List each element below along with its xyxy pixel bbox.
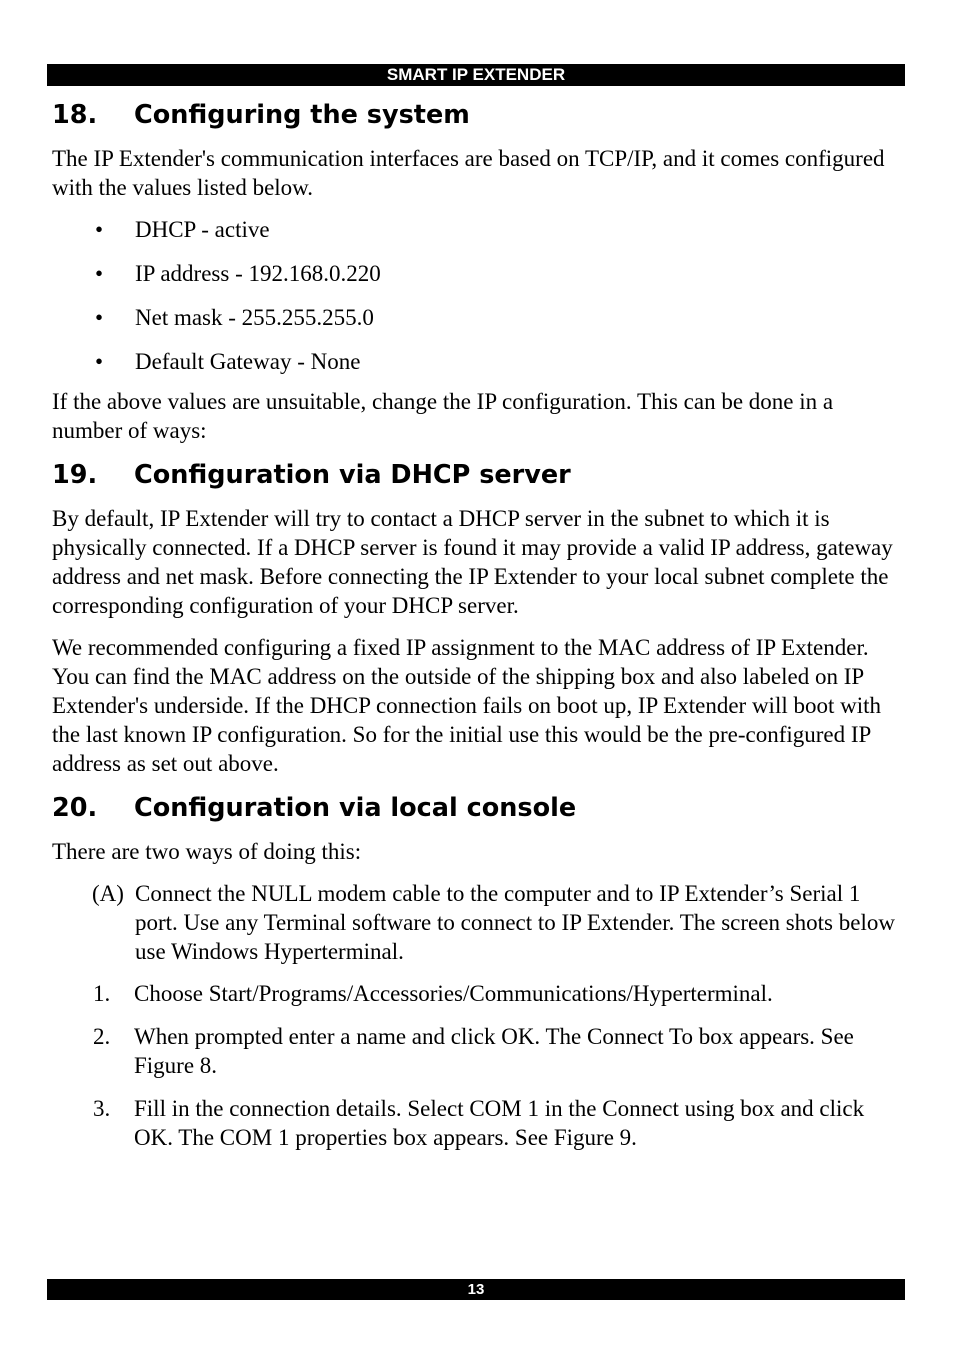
section-intro: There are two ways of doing this: (52, 839, 362, 864)
bullet-icon: • (95, 261, 104, 286)
list-item (52, 979, 905, 1008)
list-item (52, 259, 905, 288)
list-item (52, 303, 905, 332)
list-item-text: IP address - 192.168.0.220 (135, 261, 381, 286)
option-a (52, 879, 905, 966)
section-heading (52, 458, 905, 492)
section-19 (52, 458, 905, 778)
bullet-icon: • (95, 305, 104, 330)
section-heading (52, 98, 905, 132)
section-number: 19. (52, 460, 98, 490)
section-intro: The IP Extender's communication interfaces are based on TCP/IP, and it comes configured with the values listed below. (52, 146, 885, 200)
paragraph: By default, IP Extender will try to contact a DHCP server in the subnet to which it is physically connected. If a DHCP server is found it may provide a valid IP address, gateway address and net mask. Before connecting the IP Extender to your local subnet complete the corresponding configuration of your DHCP server. (52, 506, 893, 618)
step-text: Choose Start/Programs/Accessories/Communications/Hyperterminal. (134, 981, 773, 1006)
option-text: Connect the NULL modem cable to the computer and to IP Extender’s Serial 1 port. Use any Terminal software to connect to IP Extender. The screen shots below use Windows Hyperterminal. (135, 881, 895, 964)
section-18 (52, 98, 905, 445)
step-text: Fill in the connection details. Select COM 1 in the Connect using box and click OK. The COM 1 properties box appears. See Figure 9. (134, 1096, 865, 1150)
section-20 (52, 791, 905, 1152)
section-heading (52, 791, 905, 825)
header-title: SMART IP EXTENDER (386, 65, 566, 84)
step-number: 1. (93, 981, 111, 1006)
section-number: 18. (52, 100, 98, 130)
default-values-list (52, 215, 905, 376)
step-number: 2. (93, 1024, 111, 1049)
section-title: Configuration via DHCP server (134, 460, 571, 490)
page-number: 13 (467, 1281, 485, 1298)
section-number: 20. (52, 793, 98, 823)
step-text: When prompted enter a name and click OK. The Connect To box appears. See Figure 8. (134, 1024, 854, 1078)
section-title: Configuring the system (134, 100, 470, 130)
option-marker: (A) (92, 881, 124, 906)
steps-list (52, 979, 905, 1152)
step-number: 3. (93, 1096, 111, 1121)
page-header (47, 64, 905, 86)
list-item (52, 1094, 905, 1152)
list-item-text: DHCP - active (135, 217, 270, 242)
bullet-icon: • (95, 349, 104, 374)
section-outro: If the above values are unsuitable, change the IP configuration. This can be done in a number of ways: (52, 389, 834, 443)
list-item-text: Default Gateway - None (135, 349, 361, 374)
list-item (52, 347, 905, 376)
section-title: Configuration via local console (134, 793, 577, 823)
list-item (52, 215, 905, 244)
list-item-text: Net mask - 255.255.255.0 (135, 305, 374, 330)
paragraph: We recommended configuring a fixed IP assignment to the MAC address of IP Extender. You can find the MAC address on the outside of the shipping box and also labeled on IP Extender's underside. If the DHCP connection fails on boot up, IP Extender will boot with the last known IP configuration. So for the initial use this would be the pre-configured IP address as set out above. (52, 635, 882, 776)
list-item (52, 1022, 905, 1080)
page-footer (47, 1279, 905, 1300)
bullet-icon: • (95, 217, 104, 242)
page-content (52, 98, 905, 1166)
